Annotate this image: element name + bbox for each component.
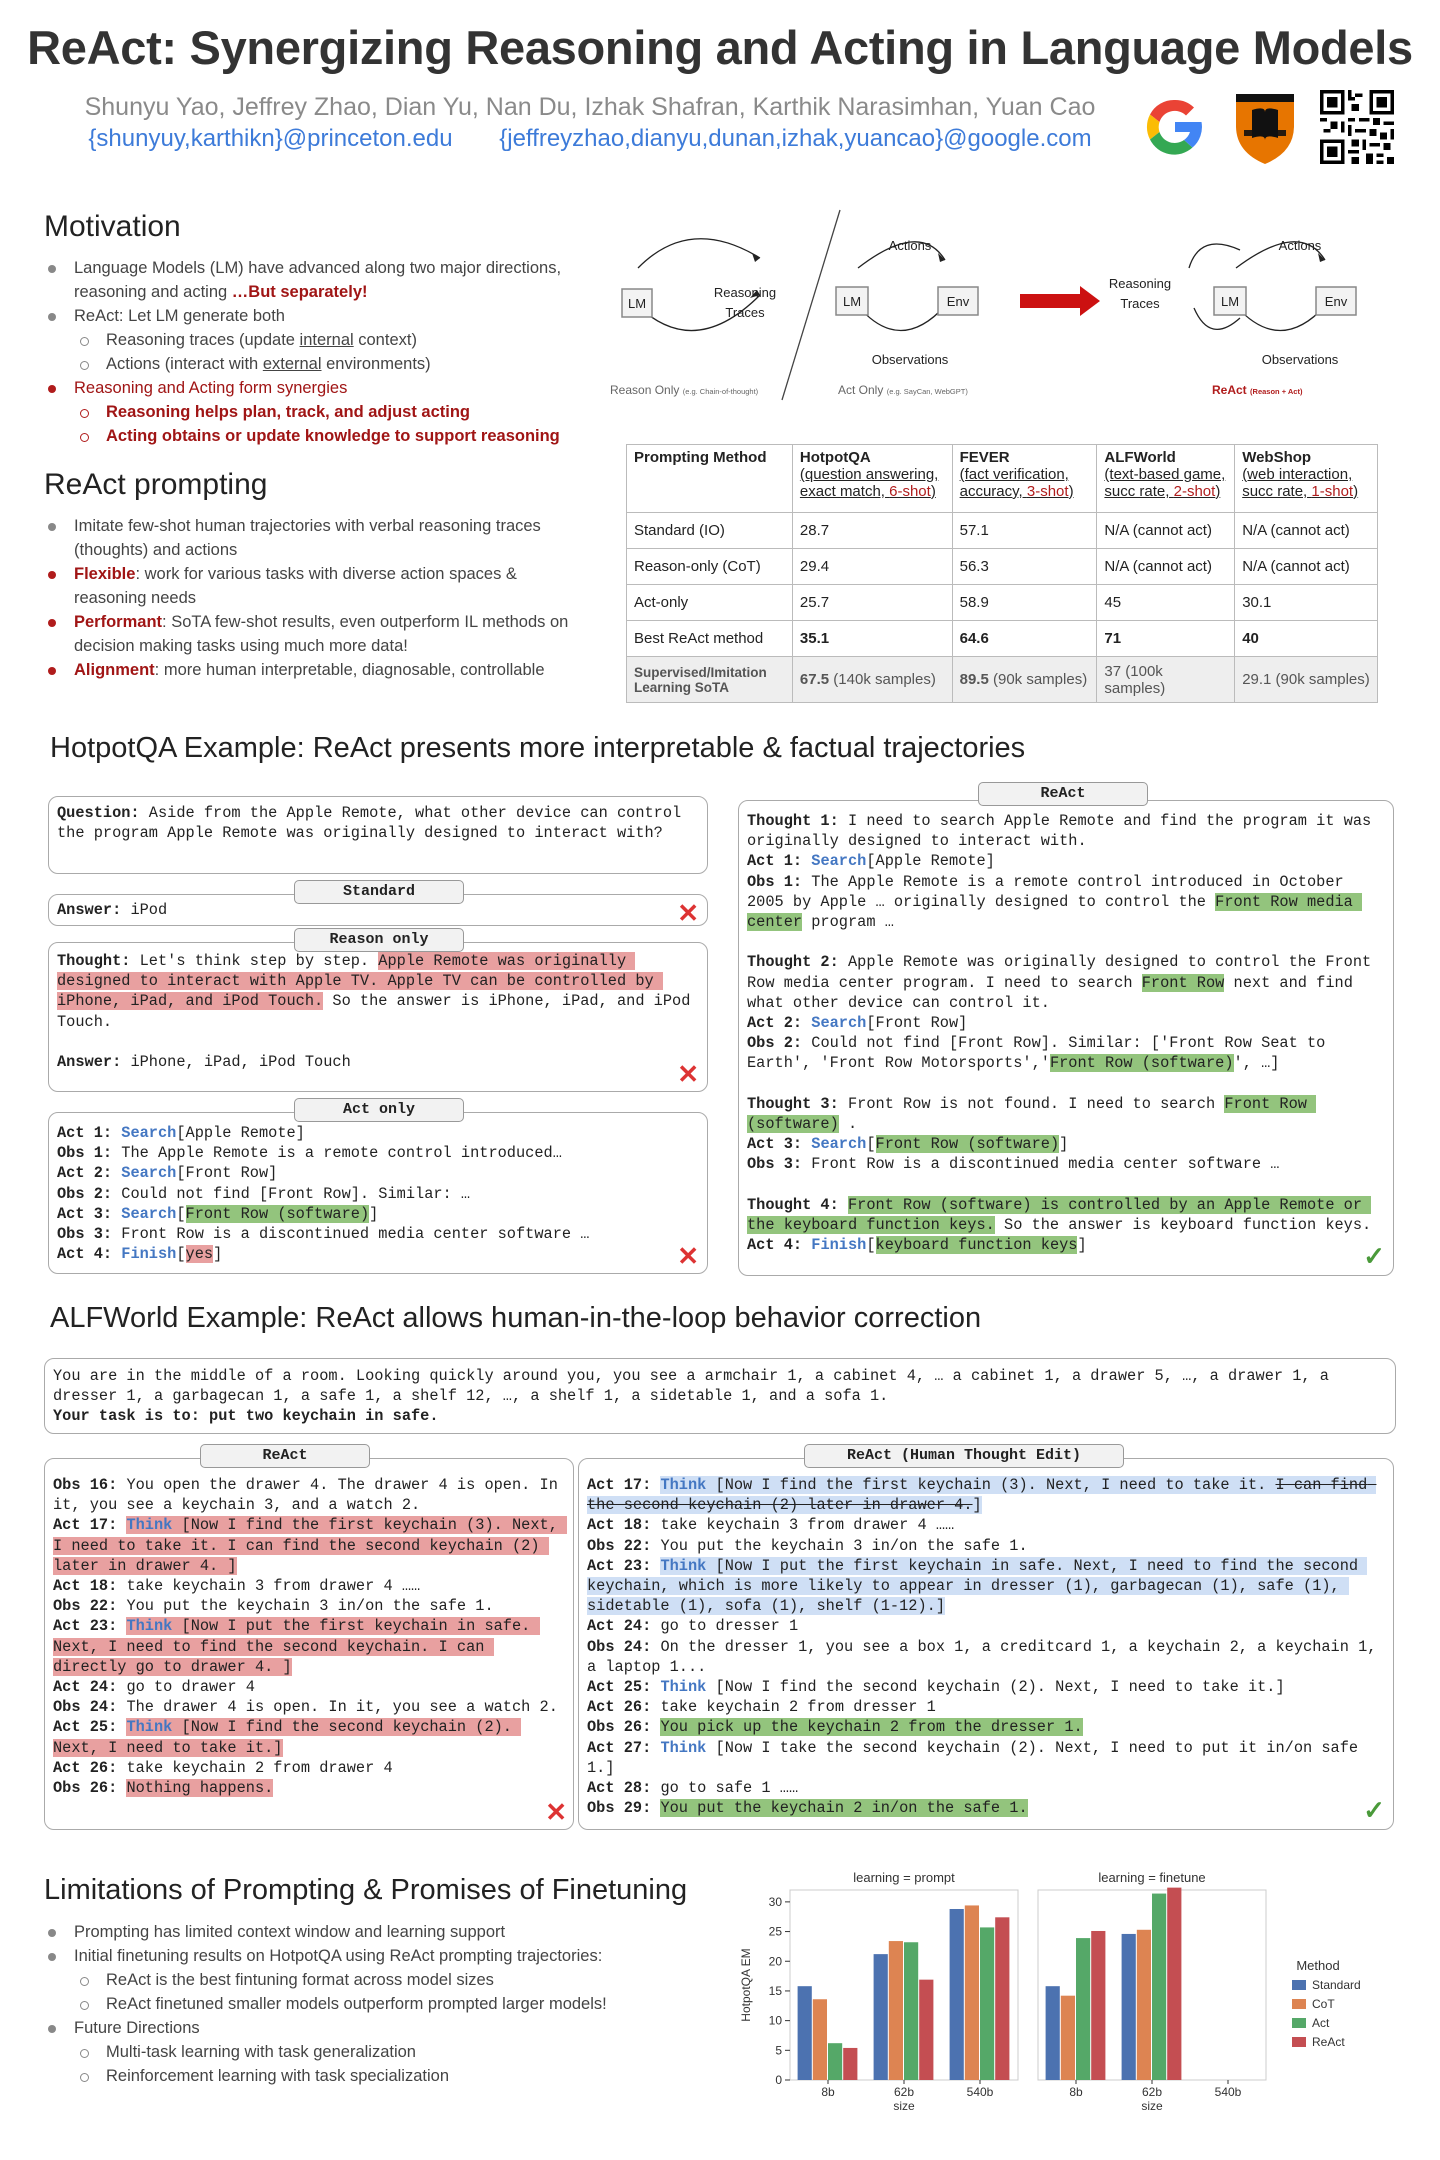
- list-item: Reasoning traces (update internal context): [44, 328, 584, 352]
- act-only-box: Act 1: Search[Apple Remote] Obs 1: The Apple Remote is a remote control introduced… Act 2: Search[Front Row] Obs 2: Could not find [Front Row]. Similar: … Act 3: Search[Front Row (software)] Obs 3: Front Row is a discontinued media center software … Act 4: Finish[yes] ✕: [48, 1112, 708, 1274]
- alfworld-intro-box: You are in the middle of a room. Looking quickly around you, you see a armchair 1, a cabinet 4, … a cabinet 1, a drawer 5, …, a drawer 1, a dresser 1, a garbagecan 1, a safe 1, a shelf 12, …, a shelf 1, a sidetable 1, and a sofa 1. Your task is to: put two keychain in safe.: [44, 1358, 1396, 1434]
- actions-label: Actions: [888, 238, 932, 253]
- alfworld-heading: ALFWorld Example: ReAct allows human-in-the-loop behavior correction: [50, 1302, 982, 1334]
- observations-label: Observations: [871, 352, 949, 367]
- x-tick-label: 8b: [821, 2085, 835, 2099]
- table-row: Standard (IO) 28.7 57.1 N/A (cannot act) N/A (cannot act): [627, 513, 1378, 549]
- alf-react-edit-label: ReAct (Human Thought Edit): [804, 1444, 1124, 1468]
- x-tick-label: 62b: [893, 2085, 915, 2099]
- traces-label: Traces: [1120, 296, 1160, 311]
- x-tick-label: 8b: [1069, 2085, 1083, 2099]
- y-tick-label: 10: [768, 2013, 782, 2028]
- bar-cot: [1137, 1930, 1151, 2080]
- header-cell: HotpotQA: [799, 449, 871, 466]
- list-item: Alignment: more human interpretable, diagnosable, controllable: [44, 658, 584, 682]
- reasoning-label: Reasoning: [713, 285, 777, 300]
- finetune-bar-chart: [730, 1870, 1400, 2140]
- list-item: Language Models (LM) have advanced along two major directions, reasoning and acting …But separately!: [44, 256, 584, 304]
- standard-label: Standard: [294, 880, 464, 904]
- y-axis-label: HotpotQA EM: [739, 1948, 753, 2022]
- email-princeton[interactable]: {shunyuy,karthikn}@princeton.edu: [88, 125, 453, 152]
- alf-react-box: Obs 16: You open the drawer 4. The drawer 4 is open. In it, you see a keychain 3, and a watch 2. Act 17: Think [Now I find the first keychain (3). Next, I need to take it. I can find the second keychain (2) later in drawer 4. ] Act 18: take keychain 3 from drawer 4 …… Obs 22: You put the keychain 3 in/on the safe 1. Act 23: Think [Now I put the first keychain in safe. Next, I need to find the second keychain. I can directly go to drawer 4. ] Act 24: go to drawer 4 Obs 24: The drawer 4 is open. In it, you see a watch 2. Act 25: Think [Now I find the second keychain (2). Next, I need to take it.] Act 26: take keychain 2 from drawer 4 Obs 26: Nothing happens. ✕: [44, 1458, 574, 1830]
- list-item: Future Directions: [44, 2016, 684, 2040]
- react-example: (Reason + Act): [1250, 387, 1303, 396]
- bar-react: [995, 1917, 1009, 2080]
- reason-only-example: (e.g. Chain-of-thought): [682, 387, 759, 396]
- authors: Shunyu Yao, Jeffrey Zhao, Dian Yu, Nan Du, Izhak Shafran, Karthik Narasimhan, Yuan Cao: [84, 93, 1096, 121]
- svg-text:Act Only (e.g. SayCan, WebGPT): [838, 383, 968, 397]
- act-only-example: (e.g. SayCan, WebGPT): [886, 387, 968, 396]
- bar-cot: [813, 1999, 827, 2080]
- y-tick-label: 15: [768, 1983, 782, 1998]
- bar-cot: [889, 1941, 903, 2080]
- lm-label: LM: [1220, 294, 1240, 309]
- legend-title: Method: [1296, 1958, 1340, 1973]
- y-tick-label: 30: [768, 1894, 782, 1909]
- x-mark-icon: ✕: [545, 1797, 567, 1827]
- limitations-list: [44, 1920, 684, 2088]
- reason-only-label: Reason Only: [610, 383, 680, 397]
- motivation-heading: Motivation: [44, 210, 181, 243]
- env-label: Env: [946, 294, 970, 309]
- x-mark-icon: ✕: [677, 898, 699, 928]
- list-item: Imitate few-shot human trajectories with verbal reasoning traces (thoughts) and actions: [44, 514, 584, 562]
- list-item: Reasoning and Acting form synergies: [44, 376, 584, 400]
- y-tick-label: 0: [775, 2073, 782, 2087]
- act-only-label: Act Only: [838, 383, 884, 397]
- check-mark-icon: ✓: [1363, 1241, 1385, 1271]
- bar-act: [1076, 1938, 1090, 2080]
- limitations-heading: Limitations of Prompting & Promises of Finetuning: [44, 1874, 688, 1906]
- header-cell: ALFWorld: [1104, 449, 1176, 466]
- bar-cot: [965, 1905, 979, 2080]
- legend-label: Standard: [1312, 1978, 1361, 1992]
- observations-label: Observations: [1261, 352, 1339, 367]
- y-tick-label: 20: [768, 1954, 782, 1969]
- reason-only-box: Thought: Let's think step by step. Apple Remote was originally designed to interact with Apple TV. Apple TV can be controlled by iPhone, iPad, and iPod Touch. So the answer is iPhone, iPad, and iPod Touch. Answer: iPhone, iPad, iPod Touch ✕: [48, 942, 708, 1092]
- bar-act: [904, 1942, 918, 2080]
- lm-label: LM: [627, 296, 647, 311]
- question-box: Question: Aside from the Apple Remote, what other device can control the program Apple Remote was originally designed to interact with?: [48, 796, 708, 874]
- poster-title: ReAct: Synergizing Reasoning and Acting in Language Models: [27, 21, 1413, 74]
- bar-react: [1091, 1931, 1105, 2080]
- list-item: Reinforcement learning with task specialization: [44, 2064, 684, 2088]
- svg-text:Reason Only (e.g. Chain-of-tho: [610, 383, 759, 397]
- legend-label: ReAct: [1312, 2035, 1345, 2049]
- reason-only-label: Reason only: [294, 928, 464, 952]
- bar-cot: [1061, 1996, 1075, 2080]
- legend-swatch: [1292, 1999, 1306, 2009]
- legend-label: CoT: [1312, 1997, 1335, 2011]
- x-axis-label: size: [1141, 2099, 1163, 2113]
- list-item: Flexible: work for various tasks with diverse action spaces & reasoning needs: [44, 562, 584, 610]
- x-tick-label: 62b: [1141, 2085, 1163, 2099]
- env-label: Env: [1324, 294, 1348, 309]
- panel-title: learning = prompt: [853, 1870, 955, 1885]
- x-tick-label: 540b: [966, 2085, 994, 2099]
- bar-act: [828, 2043, 842, 2080]
- react-hotpot-box: Thought 1: I need to search Apple Remote and find the program it was originally designed to interact with. Act 1: Search[Apple Remote] Obs 1: The Apple Remote is a remote control introduced in October 2005 by Apple … originally designed to control the Front Row media center program … Thought 2: Apple Remote was originally designed to control the Front Row media center program. I need to search Front Row next and find what other device can control it. Act 2: Search[Front Row] Obs 2: Could not find [Front Row]. Similar: ['Front Row Seat to Earth', 'Front Row Motorsports','Front Row (software)', …] Thought 3: Front Row is not found. I need to search Front Row (software) . Act 3: Search[Front Row (software)] Obs 3: Front Row is a discontinued media center software … Thought 4: Front Row (software) is controlled by an Apple Remote or the keyboard function keys. So the answer is keyboard function keys. Act 4: Finish[keyboard function keys] ✓: [738, 800, 1394, 1276]
- hotpotqa-heading: HotpotQA Example: ReAct presents more interpretable & factual trajectories: [50, 732, 1026, 764]
- legend-swatch: [1292, 2018, 1306, 2028]
- alf-react-label: ReAct: [200, 1444, 370, 1468]
- motivation-list: [44, 256, 584, 448]
- legend-swatch: [1292, 2037, 1306, 2047]
- bar-react: [1167, 1888, 1181, 2080]
- list-item: ReAct: Let LM generate both: [44, 304, 584, 328]
- bar-act: [1152, 1894, 1166, 2080]
- react-label: ReAct: [978, 782, 1148, 806]
- check-mark-icon: ✓: [1363, 1795, 1385, 1825]
- table-row: Act-only 25.7 58.9 45 30.1: [627, 585, 1378, 621]
- act-only-label: Act only: [294, 1098, 464, 1122]
- react-prompting-heading: ReAct prompting: [44, 468, 268, 501]
- bar-react: [843, 2048, 857, 2080]
- x-tick-label: 540b: [1214, 2085, 1242, 2099]
- y-tick-label: 25: [768, 1924, 782, 1939]
- bar-standard: [1122, 1934, 1136, 2080]
- legend-label: Act: [1312, 2016, 1330, 2030]
- table-row: Reason-only (CoT) 29.4 56.3 N/A (cannot act) N/A (cannot act): [627, 549, 1378, 585]
- bar-standard: [798, 1986, 812, 2080]
- list-item: Prompting has limited context window and learning support: [44, 1920, 684, 1944]
- standard-box: Answer: iPod ✕: [48, 894, 708, 926]
- results-table: Prompting Method HotpotQA (question answering, exact match, 6-shot) FEVER (fact verification, accuracy, 3-shot) ALFWorld (text-based game, succ rate, 2-shot) WebShop (web interaction, succ rate, 1-shot) Standard (IO) 28.7 57.1 N/A (cannot act) N/A (cannot act) Reason-only (CoT) 29.4 56.3 N/A (cannot act) N/A (cannot act) Act-only 25.7 58.9 45 30.1 Best ReAct method 35.1 64.6 71 40 Supervised/Imitation Learning SoTA 67.5 (140k samples) 89.5 (90k samples) 37 (100k samples) 29.1 (90k samples): [626, 444, 1378, 703]
- list-item: Actions (interact with external environments): [44, 352, 584, 376]
- lm-label: LM: [842, 294, 862, 309]
- header-cell: WebShop: [1242, 449, 1312, 466]
- arrow-right-icon: [1020, 286, 1100, 316]
- header-cell: Prompting Method: [634, 449, 767, 466]
- google-logo-icon: [1140, 92, 1210, 162]
- list-item: ReAct finetuned smaller models outperform prompted larger models!: [44, 1992, 684, 2016]
- alf-react-edit-box: Act 17: Think [Now I find the first keychain (3). Next, I need to take it. I can find the second keychain (2) later in drawer 4.] Act 18: take keychain 3 from drawer 4 …… Obs 22: You put the keychain 3 in/on the safe 1. Act 23: Think [Now I put the first keychain in safe. Next, I need to find the second keychain, which is more likely to appear in dresser (1), garbagecan (1), safe (1), sidetable (1), sofa (1), shelf (1-12).] Act 24: go to dresser 1 Obs 24: On the dresser 1, you see a box 1, a creditcard 1, a keychain 2, a keychain 1, a laptop 1... Act 25: Think [Now I find the second keychain (2). Next, I need to take it.] Act 26: take keychain 2 from dresser 1 Obs 26: You pick up the keychain 2 from the dresser 1. Act 27: Think [Now I take the second keychain (2). Next, I need to put it in/on safe 1.] Act 28: go to safe 1 …… Obs 29: You put the keychain 2 in/on the safe 1. ✓: [578, 1458, 1394, 1830]
- x-mark-icon: ✕: [677, 1241, 699, 1271]
- x-axis-label: size: [893, 2099, 915, 2113]
- list-item: Reasoning helps plan, track, and adjust acting: [44, 400, 584, 424]
- actions-label: Actions: [1278, 238, 1322, 253]
- list-item: ReAct is the best fintuning format across model sizes: [44, 1968, 684, 1992]
- bar-standard: [950, 1909, 964, 2080]
- legend-swatch: [1292, 1980, 1306, 1990]
- header-cell: FEVER: [959, 449, 1010, 466]
- list-item: Initial finetuning results on HotpotQA using ReAct prompting trajectories:: [44, 1944, 684, 1968]
- bar-standard: [1046, 1986, 1060, 2080]
- table-row: Supervised/Imitation Learning SoTA 67.5 (140k samples) 89.5 (90k samples) 37 (100k samples) 29.1 (90k samples): [627, 657, 1378, 703]
- x-mark-icon: ✕: [677, 1059, 699, 1089]
- list-item: Acting obtains or update knowledge to support reasoning: [44, 424, 584, 448]
- list-item: Performant: SoTA few-shot results, even outperform IL methods on decision making tasks using much more data!: [44, 610, 584, 658]
- bar-standard: [874, 1954, 888, 2080]
- bar-react: [919, 1980, 933, 2080]
- prompting-list: [44, 514, 584, 682]
- y-tick-label: 5: [775, 2043, 782, 2058]
- react-label: ReAct: [1212, 383, 1247, 397]
- react-paradigm-diagram: [600, 200, 1400, 415]
- panel-title: learning = finetune: [1098, 1870, 1206, 1885]
- princeton-shield-icon: [1232, 90, 1298, 166]
- reasoning-label: Reasoning: [1108, 276, 1172, 291]
- list-item: Multi-task learning with task generalization: [44, 2040, 684, 2064]
- traces-label: Traces: [725, 305, 765, 320]
- bar-act: [980, 1927, 994, 2080]
- svg-text:ReAct (Reason + Act): [1212, 383, 1303, 397]
- email-google[interactable]: {jeffreyzhao,dianyu,dunan,izhak,yuancao}@google.com: [499, 125, 1092, 152]
- qr-code-icon[interactable]: [1320, 90, 1394, 164]
- emails: [60, 125, 1120, 153]
- table-row: Best ReAct method 35.1 64.6 71 40: [627, 621, 1378, 657]
